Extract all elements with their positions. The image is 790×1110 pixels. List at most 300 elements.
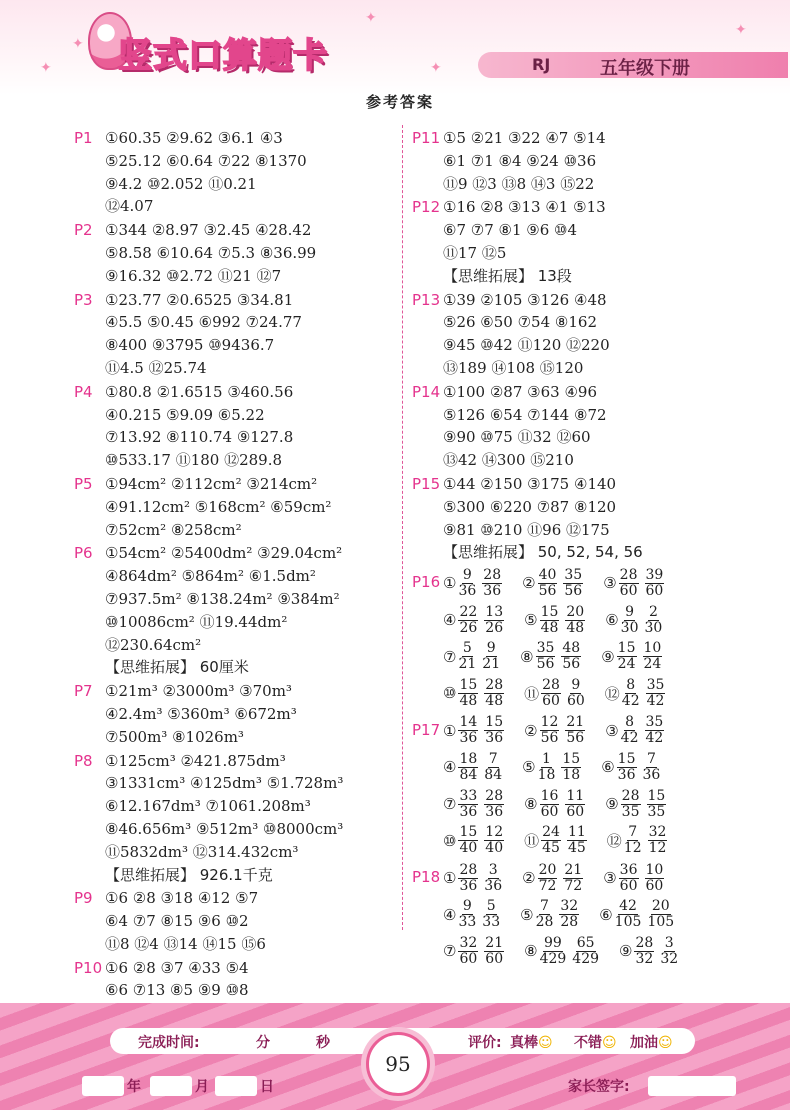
fraction-numerator: 48 (562, 640, 581, 657)
answer-line (74, 726, 398, 749)
fraction-numerator: 28 (459, 861, 478, 878)
fraction-denominator: 35 (647, 803, 666, 820)
fraction-numerator: 5 (486, 898, 496, 915)
fraction (458, 752, 478, 783)
column-divider (402, 125, 403, 930)
fraction (621, 605, 639, 636)
fraction-denominator: 60 (540, 803, 559, 820)
fraction (484, 789, 504, 820)
fraction (617, 641, 637, 672)
fraction-items (443, 860, 684, 897)
fraction-answer (522, 752, 587, 783)
answer-text: ⑥1 ⑦1 ⑧4 ⑨24 ⑩36 (443, 151, 597, 170)
fraction-denominator: 105 (614, 914, 642, 931)
fraction-denominator: 36 (458, 582, 477, 599)
answer-text: ④0.215 ⑤9.09 ⑥5.22 (105, 405, 265, 424)
fraction-denominator: 429 (572, 950, 600, 967)
answer-line (74, 334, 398, 357)
fraction-answer (443, 863, 508, 894)
smiley-icon: ☺ (538, 1035, 553, 1051)
fraction-answer (443, 605, 510, 636)
answer-line (74, 219, 398, 242)
fraction (536, 641, 556, 672)
fraction-denominator: 60 (645, 877, 664, 894)
section-title: 参考答案 (365, 93, 434, 111)
answer-text: ④864dm² ⑤864m² ⑥1.5dm² (105, 567, 316, 586)
fraction-items (443, 713, 684, 750)
answer-line (74, 426, 398, 449)
fraction-denominator: 72 (538, 877, 557, 894)
fraction-numerator: 36 (619, 861, 638, 878)
fraction (484, 936, 504, 967)
fraction (561, 641, 581, 672)
answer-line (74, 404, 398, 427)
rating-great[interactable] (510, 1032, 553, 1052)
question-number: ⑤ (524, 611, 538, 630)
fraction-answer (443, 789, 510, 820)
answer-text: ⑥7 ⑦7 ⑧1 ⑨6 ⑩4 (443, 221, 578, 240)
question-number: ⑨ (605, 795, 619, 813)
answer-entry (412, 565, 780, 711)
fraction (458, 825, 478, 856)
star-icon: ✦ (735, 22, 747, 38)
fraction-denominator: 40 (485, 840, 504, 857)
answer-text: ⑩10086cm² ⑪19.44dm² (105, 612, 288, 631)
fraction-denominator: 48 (540, 619, 559, 636)
answer-text: ⑨45 ⑩42 ⑪120 ⑫220 (443, 336, 610, 355)
answer-line (412, 449, 780, 472)
fraction (617, 752, 637, 783)
fraction (648, 825, 668, 856)
answer-line (74, 887, 398, 910)
question-number: ⑫ (606, 832, 622, 851)
edition-label: RJ (532, 55, 551, 74)
answer-text: ①44 ②150 ③175 ④140 (443, 474, 617, 493)
question-number: ⑥ (605, 611, 619, 630)
question-number: ③ (603, 574, 617, 593)
answer-text: ⑨16.32 ⑩2.72 ⑪21 ⑫7 (105, 266, 282, 285)
fraction-answer-line (412, 860, 780, 897)
fraction-numerator: 1 (542, 750, 551, 767)
fraction-numerator: 65 (576, 934, 595, 951)
fraction-denominator: 36 (459, 803, 478, 820)
fraction (482, 899, 500, 930)
fraction-denominator: 42 (621, 692, 640, 709)
fraction-answer-line (412, 638, 780, 675)
answer-line (74, 841, 398, 864)
fraction-numerator: 99 (544, 934, 562, 951)
answer-text: ⑤26 ⑥50 ⑦54 ⑧162 (443, 313, 597, 332)
page-ref-label: P12 (412, 198, 441, 217)
fraction (621, 789, 641, 820)
fraction-numerator: 2 (648, 603, 658, 620)
fraction-numerator: 21 (485, 934, 504, 951)
answer-line (74, 519, 398, 542)
fraction-numerator: 35 (645, 714, 664, 731)
fraction-numerator: 22 (459, 603, 478, 620)
page-ref-label: P5 (74, 474, 93, 493)
fraction (647, 899, 674, 930)
answer-line (412, 334, 780, 357)
fraction-denominator: 42 (646, 692, 665, 709)
fraction (634, 936, 654, 967)
answer-line (74, 957, 398, 980)
question-number: ⑩ (443, 831, 457, 850)
fraction (563, 863, 583, 894)
fraction-numerator: 21 (564, 861, 583, 878)
fraction-denominator: 33 (482, 914, 501, 931)
fraction-numerator: 40 (538, 566, 557, 583)
fraction-denominator: 84 (459, 766, 478, 783)
rating-good-label: 不错 (574, 1035, 602, 1051)
fraction-denominator: 42 (620, 730, 639, 747)
parent-signature-field[interactable] (648, 1076, 736, 1096)
fraction-numerator: 5 (462, 640, 472, 657)
fraction (484, 825, 504, 856)
fraction-answer (605, 789, 672, 820)
answer-text: ⑪9 ⑫3 ⑬8 ⑭3 ⑮22 (443, 174, 595, 193)
fraction-denominator: 56 (538, 582, 557, 599)
fraction-answer (443, 568, 508, 599)
fraction (622, 678, 640, 709)
fraction-denominator: 36 (642, 766, 661, 783)
question-number: ⑤ (522, 758, 536, 777)
fraction-numerator: 33 (459, 787, 478, 804)
fraction-denominator: 24 (643, 656, 662, 673)
fraction-denominator: 36 (485, 803, 504, 820)
fraction-numerator: 42 (619, 898, 637, 915)
fraction-numerator: 7 (628, 824, 638, 841)
fraction (565, 789, 585, 820)
fraction-numerator: 35 (646, 676, 665, 693)
fraction (660, 936, 678, 967)
fraction-denominator: 35 (621, 803, 640, 820)
page-number: 95 (366, 1032, 430, 1096)
answer-text: ①100 ②87 ③63 ④96 (443, 382, 597, 401)
page-ref-label: P3 (74, 290, 93, 309)
fraction (572, 936, 599, 967)
answer-line (74, 565, 398, 588)
fraction-numerator: 12 (540, 714, 559, 731)
answer-line (74, 289, 398, 312)
fraction-answer (524, 715, 591, 746)
month-field[interactable] (150, 1076, 192, 1096)
answer-entry (74, 219, 398, 287)
answer-text: ①6 ②8 ③7 ④33 ⑤4 (105, 958, 249, 977)
answer-line (74, 979, 398, 1002)
fraction-denominator: 45 (542, 840, 560, 857)
fraction-denominator: 36 (459, 730, 478, 747)
answer-text: ⑧46.656m³ ⑨512m³ ⑩8000cm³ (105, 819, 344, 838)
fraction-denominator: 36 (484, 877, 503, 894)
answer-text: ⑪4.5 ⑫25.74 (105, 358, 207, 377)
answer-text: ①94cm² ②112cm² ③214cm² (105, 474, 318, 493)
question-number: ⑧ (520, 647, 534, 666)
fraction-answer (443, 641, 506, 672)
fraction-numerator: 9 (486, 640, 496, 657)
fraction-answer-line (412, 713, 780, 750)
fraction-numerator: 28 (621, 787, 640, 804)
thinking-extension: 【思维拓展】 13段 (443, 266, 572, 285)
fraction-denominator: 21 (458, 656, 477, 673)
answer-text: ①21m³ ②3000m³ ③70m³ (105, 682, 292, 701)
answer-line (74, 473, 398, 496)
answer-line (412, 519, 780, 542)
answer-text: ⑨90 ⑩75 ⑪32 ⑫60 (443, 428, 591, 447)
fraction-numerator: 32 (560, 898, 579, 915)
fraction (541, 825, 561, 856)
fraction-numerator: 21 (566, 714, 585, 731)
book-title-logo: 竖式口算题卡 (118, 36, 328, 76)
answer-entry (74, 750, 398, 887)
answer-text: ⑬189 ⑭108 ⑮120 (443, 358, 584, 377)
answer-line (74, 542, 398, 565)
question-number: ④ (443, 905, 457, 924)
answer-text: ⑦13.92 ⑧110.74 ⑨127.8 (105, 428, 294, 447)
answer-line (74, 818, 398, 841)
rating-great-label: 真棒 (510, 1035, 538, 1051)
fraction (482, 568, 502, 599)
fraction-denominator: 36 (485, 730, 504, 747)
answer-text: ⑪8 ⑫4 ⑬14 ⑭15 ⑮6 (105, 934, 266, 953)
fraction-numerator: 15 (485, 714, 504, 731)
fraction-answer-line (412, 602, 780, 639)
answer-text: ⑥12.167dm³ ⑦1061.208m³ (105, 797, 311, 816)
question-number: ③ (603, 869, 617, 888)
fraction-answer-line (412, 822, 780, 859)
fraction-answer (603, 863, 670, 894)
question-number: ⑨ (619, 942, 633, 961)
page-ref-label: P14 (412, 382, 441, 401)
answer-line (412, 289, 780, 312)
fraction-denominator: 60 (566, 803, 585, 820)
fraction-denominator: 24 (617, 656, 636, 673)
fraction-denominator: 56 (566, 730, 585, 747)
answer-text: ⑦500m³ ⑧1026m³ (105, 727, 244, 746)
rating-keep-going[interactable] (630, 1032, 673, 1052)
fraction-answer (443, 936, 510, 967)
star-icon: ✦ (72, 36, 84, 52)
fraction-answer (443, 899, 506, 930)
fraction-answer (524, 678, 591, 709)
fraction-answer (605, 605, 668, 636)
fraction (563, 568, 583, 599)
fraction (484, 715, 504, 746)
answer-entry (74, 127, 398, 218)
fraction-answer (603, 568, 670, 599)
fraction-answer (524, 605, 591, 636)
fraction-answer (605, 715, 670, 746)
fraction (484, 678, 504, 709)
fraction (536, 899, 554, 930)
answer-line (74, 772, 398, 795)
fraction-numerator: 3 (488, 861, 498, 878)
page-ref-label: P18 (412, 867, 441, 886)
year-field[interactable] (82, 1076, 124, 1096)
answer-line (74, 381, 398, 404)
fraction-denominator: 84 (484, 766, 503, 783)
fraction-numerator: 16 (540, 787, 559, 804)
fraction-denominator: 18 (537, 766, 556, 783)
fraction-answer (524, 825, 593, 856)
fraction-denominator: 28 (560, 914, 579, 931)
minutes-label: 分 (256, 1035, 270, 1051)
answer-line (74, 795, 398, 818)
thinking-extension: 【思维拓展】 60厘米 (105, 658, 249, 677)
fraction-numerator: 11 (566, 787, 585, 804)
day-field[interactable] (215, 1076, 257, 1096)
fraction-items (443, 565, 684, 602)
fraction-numerator: 28 (542, 676, 560, 693)
answer-text: ①5 ②21 ③22 ④7 ⑤14 (443, 129, 606, 147)
fraction (540, 789, 560, 820)
fraction-denominator: 60 (619, 582, 638, 599)
question-number: ① (443, 869, 457, 888)
answer-line (74, 311, 398, 334)
answer-text: ⑨81 ⑩210 ⑪96 ⑫175 (443, 520, 610, 539)
answer-text: ⑫4.07 (105, 197, 154, 216)
answer-text: ④2.4m³ ⑤360m³ ⑥672m³ (105, 704, 297, 723)
answer-entry (74, 473, 398, 541)
fraction (458, 863, 478, 894)
fraction-denominator: 48 (459, 692, 478, 709)
fraction-denominator: 60 (566, 692, 585, 709)
fraction-items (443, 749, 680, 786)
answer-text: ⑦52cm² ⑧258cm² (105, 520, 242, 539)
fraction-denominator: 45 (567, 840, 586, 857)
fraction (458, 678, 478, 709)
answer-entry (412, 473, 780, 564)
answer-line (74, 449, 398, 472)
question-number: ③ (605, 721, 619, 740)
evaluation-label: 评价: (468, 1035, 502, 1051)
fraction-denominator: 18 (562, 766, 581, 783)
fraction-denominator: 56 (562, 656, 581, 673)
fraction (540, 605, 560, 636)
question-number: ④ (443, 611, 457, 630)
fraction (540, 936, 567, 967)
fraction-denominator: 105 (647, 914, 675, 931)
page-ref-label: P11 (412, 129, 441, 147)
parent-signature-label: 家长签字: (568, 1079, 630, 1095)
question-number: ⑥ (601, 758, 615, 777)
fraction (567, 825, 587, 856)
answer-entry (412, 127, 780, 195)
fraction (621, 715, 639, 746)
answer-text: ⑥4 ⑦7 ⑧15 ⑨6 ⑩2 (105, 912, 249, 931)
fraction-numerator: 7 (540, 898, 549, 915)
answer-entry (412, 289, 780, 380)
year-label: 年 (127, 1079, 141, 1095)
answer-line (412, 404, 780, 427)
fraction-denominator: 30 (644, 619, 663, 636)
answer-line (74, 173, 398, 196)
answer-text: ①54cm² ②5400dm² ③29.04cm² (105, 544, 343, 563)
page-ref-label: P2 (74, 221, 93, 240)
fraction-numerator: 9 (625, 603, 635, 620)
page-ref-label: P1 (74, 129, 93, 147)
thinking-extension: 【思维拓展】 50, 52, 54, 56 (443, 543, 643, 562)
answer-entry (412, 713, 780, 859)
answer-line (412, 219, 780, 242)
fraction (484, 605, 504, 636)
fraction-numerator: 15 (562, 750, 581, 767)
page-ref-label: P9 (74, 889, 93, 908)
fraction (484, 863, 502, 894)
fraction-numerator: 28 (485, 787, 504, 804)
fraction (646, 678, 666, 709)
fraction (458, 899, 476, 930)
fraction-denominator: 26 (459, 619, 478, 636)
day-label: 日 (260, 1079, 274, 1095)
answer-text: ①125cm³ ②421.875dm³ (105, 751, 286, 770)
answers-right-column (412, 127, 780, 971)
page-ref-label: P10 (74, 958, 103, 977)
fraction-answer (520, 641, 587, 672)
answer-entry (74, 289, 398, 380)
fraction-numerator: 24 (542, 824, 560, 841)
rating-good[interactable] (574, 1032, 617, 1052)
fraction (458, 936, 478, 967)
fraction-denominator: 36 (483, 582, 502, 599)
fraction-numerator: 28 (485, 676, 504, 693)
answer-text: ⑪17 ⑫5 (443, 243, 507, 262)
answer-line (412, 496, 780, 519)
fraction (619, 568, 639, 599)
month-label: 月 (195, 1079, 209, 1095)
fraction-denominator: 30 (620, 619, 639, 636)
answer-text: ①16 ②8 ③13 ④1 ⑤13 (443, 198, 606, 217)
fraction-answer (607, 825, 674, 856)
star-icon: ✦ (40, 60, 52, 76)
fraction-denominator: 56 (540, 730, 559, 747)
fraction-answer (443, 825, 510, 856)
answer-text: ①39 ②105 ③126 ④48 (443, 290, 607, 309)
fraction-denominator: 12 (623, 840, 642, 857)
fraction (559, 899, 579, 930)
fraction-denominator: 36 (617, 766, 636, 783)
fraction (538, 752, 556, 783)
answer-line (412, 127, 780, 150)
answer-text: ⑧400 ⑨3795 ⑩9436.7 (105, 336, 275, 355)
answer-line (412, 473, 780, 496)
fraction-answer-line (412, 675, 780, 712)
fraction-numerator: 20 (566, 603, 585, 620)
fraction (561, 752, 581, 783)
fraction-answer (443, 752, 508, 783)
question-number: ⑦ (443, 942, 457, 961)
fraction (645, 568, 665, 599)
answer-line (74, 496, 398, 519)
answers-left-column (74, 127, 398, 1026)
fraction-denominator: 21 (482, 656, 501, 673)
fraction-numerator: 28 (483, 566, 502, 583)
answer-text: ①23.77 ②0.6525 ③34.81 (105, 290, 294, 309)
fraction-denominator: 429 (539, 950, 567, 967)
question-number: ⑨ (601, 647, 615, 666)
fraction-numerator: 14 (459, 714, 478, 731)
fraction-answer (605, 678, 672, 709)
fraction (645, 715, 665, 746)
answer-entry (412, 381, 780, 472)
answer-line (74, 680, 398, 703)
question-number: ⑤ (520, 905, 534, 924)
fraction (647, 789, 667, 820)
fraction-numerator: 20 (538, 861, 557, 878)
fraction (567, 678, 585, 709)
answer-line (412, 150, 780, 173)
page-ref-label: P4 (74, 382, 93, 401)
